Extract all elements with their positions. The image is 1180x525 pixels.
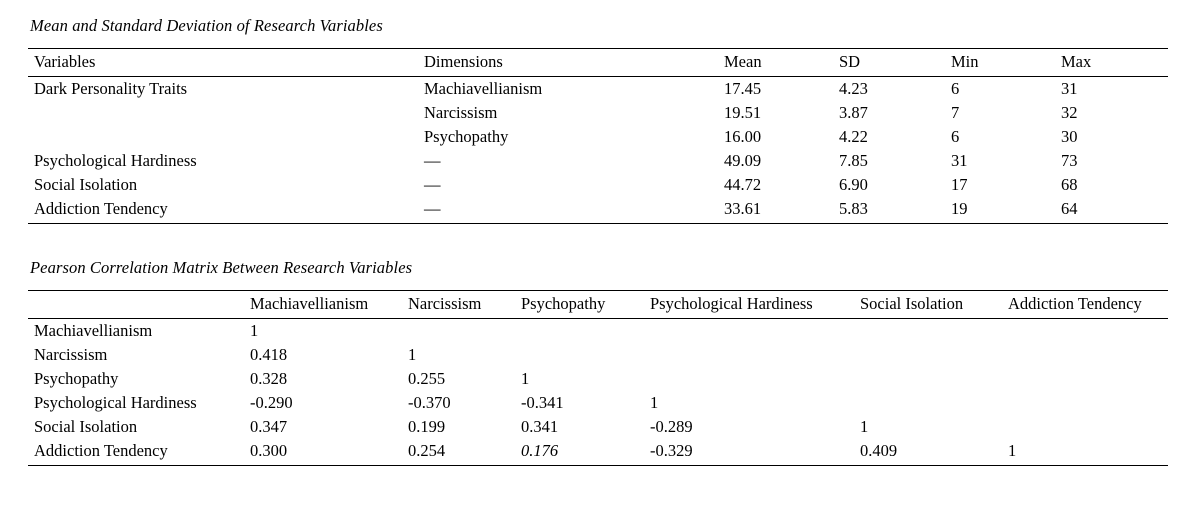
table1-cell-mean: 19.51 [724,103,762,122]
table2-cell [517,319,646,344]
table1-cell-min: 6 [951,127,960,146]
table2-row-label: Psychopathy [34,369,119,388]
table2-cell [517,343,646,367]
table1-cell-sd: 4.22 [839,127,868,146]
table2-col-addiction-tendency: Addiction Tendency [1004,291,1168,319]
table1-cell-dimension: — [424,175,441,194]
table-row [28,101,1168,125]
table2-cell [856,343,1004,367]
table1-cell-mean: 16.00 [724,127,762,146]
table2-cell [646,319,856,344]
table1-cell-dimension: Narcissism [424,103,498,122]
table2-cell: 1 [250,321,259,340]
table1-cell-variable: Social Isolation [34,175,138,194]
table1-col-sd: SD [833,49,945,77]
table2-cell: 1 [521,369,530,388]
table1-cell-sd: 7.85 [839,151,868,170]
table2-cell: 0.255 [408,369,446,388]
table2-col-psychopathy: Psychopathy [517,291,646,319]
table2-cell [1004,319,1168,344]
table1-cell-max: 73 [1061,151,1078,170]
table2-cell: 0.341 [521,417,559,436]
table-row [28,197,1168,224]
table2-caption: Pearson Correlation Matrix Between Research Variables [30,258,413,277]
table2-col-psychological-hardiness: Psychological Hardiness [646,291,856,319]
table1-cell-min: 19 [945,197,1055,224]
table1-cell-max: 30 [1061,127,1078,146]
table1-col-dimensions: Dimensions [418,49,718,77]
table2-cell: 1 [408,345,417,364]
table1-cell-sd: 6.90 [839,175,868,194]
table2-cell: 1 [1004,439,1168,466]
table2-col-social-isolation: Social Isolation [856,291,1004,319]
table2-col-narcissism: Narcissism [404,291,517,319]
correlation-matrix-table [28,290,1168,466]
table2-cell: 0.328 [250,369,288,388]
table1-cell-mean: 49.09 [724,151,762,170]
table2-cell [404,319,517,344]
table2-cell [1004,391,1168,415]
table2-cell: -0.289 [650,417,693,436]
table-row [28,319,1168,344]
table2-cell: -0.341 [521,393,564,412]
table2-row-label: Psychological Hardiness [34,393,197,412]
table-row [28,367,1168,391]
table2-cell [646,367,856,391]
table2-row-label: Social Isolation [34,417,138,436]
table2-row-label: Narcissism [34,345,108,364]
table1-cell-dimension: — [424,151,441,170]
table-row [28,415,1168,439]
table-row [28,173,1168,197]
table2-cell: 1 [650,393,659,412]
table1-cell-variable: Dark Personality Traits [34,79,188,98]
table1-cell-sd: 5.83 [833,197,945,224]
table1-cell-sd: 4.23 [839,79,868,98]
table-row [28,439,1168,466]
table1-cell-variable: Psychological Hardiness [34,151,197,170]
table1-cell-min: 17 [951,175,968,194]
table2-cell [856,319,1004,344]
table2-cell: -0.290 [250,393,293,412]
table-row [28,149,1168,173]
table1-cell-variable [28,101,418,125]
table1-cell-sd: 3.87 [839,103,868,122]
table1-cell-mean: 17.45 [724,79,762,98]
table2-cell: 1 [860,417,869,436]
table2-cell [1004,367,1168,391]
table1-col-max: Max [1055,49,1168,77]
table2-header-row [28,291,1168,319]
table2-cell: 0.418 [250,345,288,364]
table-row [28,125,1168,149]
table-row [28,343,1168,367]
table1-cell-min: 6 [951,79,960,98]
table1-cell-max: 68 [1061,175,1078,194]
table1-cell-mean: 44.72 [724,175,762,194]
table1-cell-max: 64 [1055,197,1168,224]
table1-col-mean: Mean [718,49,833,77]
table1-header-row [28,49,1168,77]
table2-cell [856,391,1004,415]
table2-cell: 0.347 [250,417,288,436]
table2-col-machiavellianism: Machiavellianism [246,291,404,319]
table1-cell-min: 7 [951,103,960,122]
table1-cell-max: 31 [1061,79,1078,98]
table1-cell-variable: Addiction Tendency [28,197,418,224]
table-row [28,391,1168,415]
table2-cell: 0.176 [517,439,646,466]
table2-cell [1004,343,1168,367]
table1-cell-max: 32 [1061,103,1078,122]
table2-cell: 0.409 [856,439,1004,466]
table2-cell: 0.300 [246,439,404,466]
table-row [28,77,1168,102]
table2-cell: -0.370 [408,393,451,412]
table2-row-label: Addiction Tendency [28,439,246,466]
table2-cell [856,367,1004,391]
table2-cell: 0.254 [404,439,517,466]
table1-cell-dimension: Psychopathy [424,127,509,146]
table1-cell-variable [28,125,418,149]
table1-cell-mean: 33.61 [718,197,833,224]
table2-cell [646,343,856,367]
table1-caption: Mean and Standard Deviation of Research Variables [30,16,383,35]
table2-col-blank [28,291,246,319]
table1-cell-min: 31 [951,151,968,170]
table2-row-label: Machiavellianism [34,321,153,340]
table1-col-variables: Variables [28,49,418,77]
table1-cell-dimension: — [418,197,718,224]
table2-cell: -0.329 [646,439,856,466]
table2-cell: 0.199 [408,417,446,436]
table1-col-min: Min [945,49,1055,77]
table2-cell [1004,415,1168,439]
table1-cell-dimension: Machiavellianism [424,79,543,98]
descriptive-statistics-table [28,48,1168,224]
